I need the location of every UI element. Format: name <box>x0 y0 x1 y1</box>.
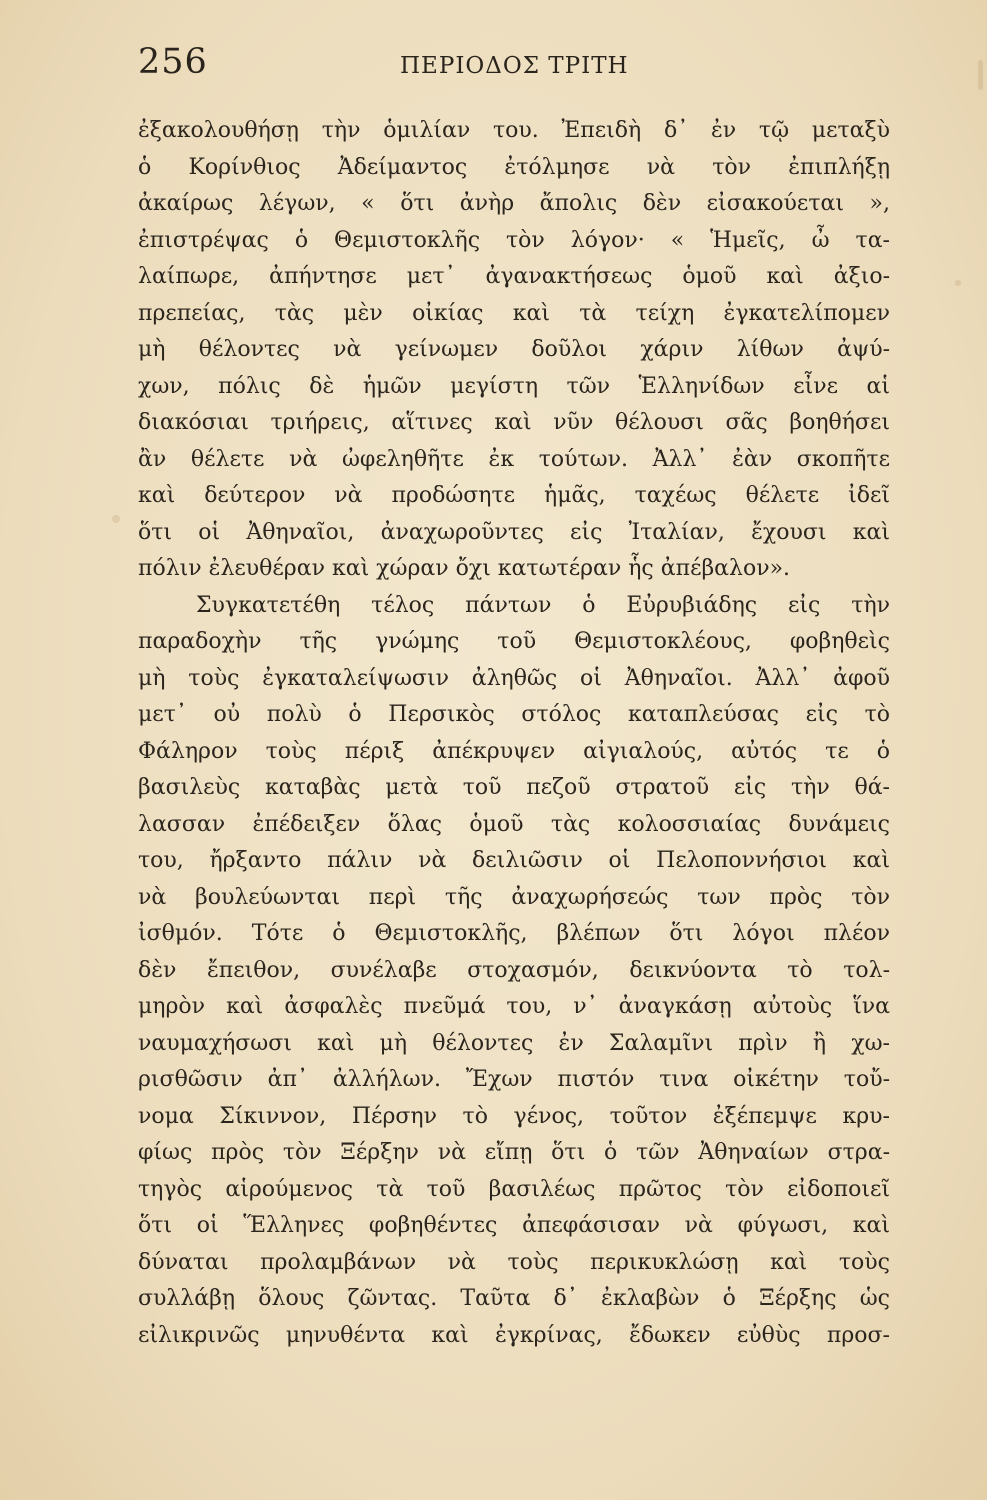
text-line: παραδοχὴν τῆς γνώμης τοῦ Θεμιστοκλέους, φοβηθεὶς <box>138 629 890 654</box>
paper-stain <box>112 515 120 523</box>
text-line: μὴ τοὺς ἐγκαταλείψωσιν ἀληθῶς οἱ Ἀθηναῖοι. Ἀλλ᾽ ἀφοῦ <box>138 665 890 691</box>
text-line: ἀκαίρως λέγων, « ὅτι ἀνὴρ ἄπολις δὲν εἰσακούεται », <box>138 191 890 216</box>
text-line: πόλιν ἐλευθέραν καὶ χώραν ὄχι κατωτέραν ἧς ἀπέβαλον». <box>138 556 791 581</box>
paper-stain <box>978 60 983 90</box>
text-line: λασσαν ἐπέδειξεν ὅλας ὁμοῦ τὰς κολοσσιαίας δυνάμεις <box>138 811 890 837</box>
text-line: ἂν θέλετε νὰ ὠφεληθῆτε ἐκ τούτων. Ἀλλ᾽ ἐὰν σκοπῆτε <box>138 446 890 472</box>
text-line: Φάληρον τοὺς πέριξ ἀπέκρυψεν αἰγιαλούς, αὐτός τε ὁ <box>138 738 890 764</box>
text-line: του, ἤρξαντο πάλιν νὰ δειλιῶσιν οἱ Πελοποννήσιοι καὶ <box>138 848 890 873</box>
text-line: εἰλικρινῶς μηνυθέντα καὶ ἐγκρίνας, ἔδωκεν εὐθὺς προσ- <box>138 1322 890 1348</box>
page-number: 256 <box>138 42 208 82</box>
text-line: πρεπείας, τὰς μὲν οἰκίας καὶ τὰ τείχη ἐγκατελίπομεν <box>138 300 890 326</box>
text-line: ἐξακολουθήσῃ τὴν ὁμιλίαν του. Ἐπειδὴ δ᾽ ἐν τῷ μεταξὺ <box>138 118 890 143</box>
text-line: ἐπιστρέψας ὁ Θεμιστοκλῆς τὸν λόγον· « Ἡμεῖς, ὦ τα- <box>138 227 890 253</box>
text-line: καὶ δεύτερον νὰ προδώσητε ἡμᾶς, ταχέως θέλετε ἰδεῖ <box>138 483 890 508</box>
text-line: δύναται προλαμβάνων νὰ τοὺς περικυκλώσῃ καὶ τοὺς <box>138 1249 890 1275</box>
body-text <box>138 113 890 1354</box>
text-line: ναυμαχήσωσι καὶ μὴ θέλοντες ἐν Σαλαμῖνι πρὶν ἢ χω- <box>138 1030 890 1056</box>
text-line: μηρὸν καὶ ἀσφαλὲς πνεῦμά του, ν᾽ ἀναγκάσῃ αὐτοὺς ἵνα <box>138 994 890 1019</box>
text-line: ὁ Κορίνθιος Ἀδείμαντος ἐτόλμησε νὰ τὸν ἐπιπλήξῃ <box>138 154 890 180</box>
text-line: ρισθῶσιν ἀπ᾽ ἀλλήλων. Ἔχων πιστόν τινα οἰκέτην τοὔ- <box>138 1067 890 1092</box>
text-line: μετ᾽ οὐ πολὺ ὁ Περσικὸς στόλος καταπλεύσας εἰς τὸ <box>138 702 890 727</box>
text-line: τηγὸς αἱρούμενος τὰ τοῦ βασιλέως πρῶτος τὸν εἰδοποιεῖ <box>138 1176 890 1202</box>
text-line: ὅτι οἱ Ἀθηναῖοι, ἀναχωροῦντες εἰς Ἰταλίαν, ἔχουσι καὶ <box>138 519 890 545</box>
text-line: ἰσθμόν. Τότε ὁ Θεμιστοκλῆς, βλέπων ὅτι λόγοι πλέον <box>138 921 890 946</box>
text-line: νὰ βουλεύωνται περὶ τῆς ἀναχωρήσεώς των πρὸς τὸν <box>138 884 890 910</box>
page-header <box>138 40 890 90</box>
text-line: δὲν ἔπειθον, συνέλαβε στοχασμόν, δεικνύοντα τὸ τολ- <box>138 957 890 983</box>
text-line: συλλάβῃ ὅλους ζῶντας. Ταῦτα δ᾽ ἐκλαβὼν ὁ Ξέρξης ὡς <box>138 1286 890 1311</box>
text-line: φίως πρὸς τὸν Ξέρξην νὰ εἴπῃ ὅτι ὁ τῶν Ἀθηναίων στρα- <box>138 1140 890 1165</box>
running-title: ΠΕΡΙΟΔΟΣ ΤΡΙΤΗ <box>400 53 629 79</box>
text-line: χων, πόλις δὲ ἡμῶν μεγίστη τῶν Ἑλληνίδων εἶνε αἱ <box>138 373 890 399</box>
text-line: μὴ θέλοντες νὰ γείνωμεν δοῦλοι χάριν λίθων ἀψύ- <box>138 337 890 362</box>
text-line: διακόσιαι τριήρεις, αἵτινες καὶ νῦν θέλουσι σᾶς βοηθήσει <box>138 410 890 435</box>
text-line: Συγκατετέθη τέλος πάντων ὁ Εὐρυβιάδης εἰς τὴν <box>196 592 890 618</box>
paper-stain <box>955 280 961 286</box>
text-line: λαίπωρε, ἀπήντησε μετ᾽ ἀγανακτήσεως ὁμοῦ καὶ ἀξιο- <box>138 264 890 289</box>
text-line: βασιλεὺς καταβὰς μετὰ τοῦ πεζοῦ στρατοῦ εἰς τὴν θά- <box>138 775 890 800</box>
text-line: νομα Σίκιννον, Πέρσην τὸ γένος, τοῦτον ἐξέπεμψε κρυ- <box>138 1103 890 1129</box>
text-line: ὅτι οἱ Ἕλληνες φοβηθέντες ἀπεφάσισαν νὰ φύγωσι, καὶ <box>138 1213 890 1238</box>
